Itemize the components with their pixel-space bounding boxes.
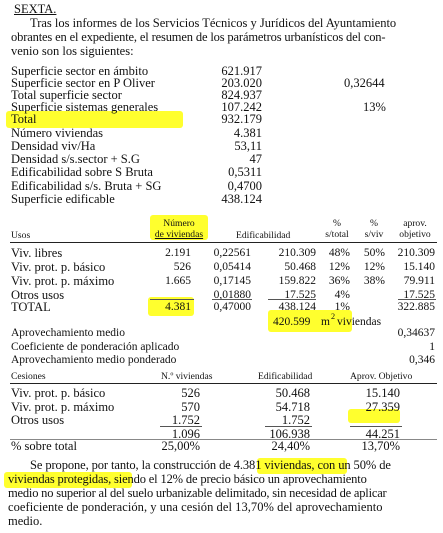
aprov-label: Aprovechamiento medio	[11, 327, 126, 339]
usos-header-rule	[10, 242, 437, 243]
cesiones-cell: Viv. prot. p. básico	[11, 386, 106, 400]
cesiones-cell: 27.359	[365, 400, 400, 414]
param-value: 203.020	[221, 76, 262, 90]
param-label: Total superficie sector	[11, 88, 122, 102]
closing-line-2	[8, 473, 367, 486]
usos-cell: 0,05414	[213, 261, 251, 273]
cesiones-header-rule	[10, 383, 437, 384]
cesiones-header-aprov: Aprov. Objetivo	[350, 371, 413, 382]
usos-cell: 322.885	[397, 301, 435, 313]
param-value: 438.124	[221, 192, 262, 206]
closing-line-5: medio.	[8, 514, 43, 528]
usos-m2-value: 420.599	[273, 316, 311, 328]
usos-sum-rule-1	[150, 299, 194, 300]
aprov-label: Coeficiente de ponderación aplicado	[11, 341, 180, 353]
usos-cell: 17.525	[403, 289, 435, 301]
closing-line-4: coeficiente de ponderación, y una cesión del 13,70% del aprovechamiento	[8, 500, 383, 514]
cesiones-cell: 25,00%	[161, 439, 200, 453]
cesiones-cell: % sobre total	[11, 439, 77, 453]
usos-cell: TOTAL	[11, 300, 51, 314]
cesiones-header-viviendas: N.º viviendas	[161, 371, 213, 382]
cesiones-cell: Otros usos	[11, 413, 65, 427]
param-label: Superficie edificable	[11, 192, 115, 206]
usos-sum-rule-4	[398, 299, 436, 300]
cesiones-cell: 1.096	[171, 427, 200, 441]
usos-header-aprov: aprov.	[403, 218, 427, 229]
intro-line-3: venio son los siguientes:	[11, 44, 134, 58]
param-label: Superficie sector en P Oliver	[11, 76, 155, 90]
cesiones-cell: 106.938	[269, 427, 310, 441]
param-value: 621.917	[221, 64, 262, 78]
param-label: Densidad s/s.sector + S.G	[11, 152, 140, 166]
param-value: 53,11	[234, 139, 262, 153]
usos-sum-rule-2	[212, 299, 252, 300]
usos-m2-suffix: viviendas	[337, 316, 382, 328]
cesiones-cell: 570	[181, 400, 200, 414]
param-label: Edificabilidad s/s. Bruta + SG	[11, 179, 162, 193]
usos-cell: 48%	[328, 247, 350, 259]
cesiones-cell: Viv. prot. p. máximo	[11, 400, 115, 414]
closing-highlight: viviendas protegidas	[8, 472, 109, 486]
param-value: 107.242	[221, 100, 262, 114]
cesiones-cell: 526	[181, 386, 200, 400]
cesiones-cell: 54.718	[275, 400, 310, 414]
cesiones-cell: 13,70%	[361, 439, 400, 453]
closing-text: , siendo el 12% de precio básico un aprovechamiento	[108, 472, 367, 486]
cesiones-cell: 24,40%	[271, 439, 310, 453]
usos-cell: 50%	[363, 247, 385, 259]
intro-line-2: obrantes en el expediente, el resumen de los parámetros urbanísticos del con-	[11, 30, 386, 44]
usos-m2-sup: 2	[331, 312, 336, 321]
cesiones-cell: 50.468	[275, 386, 310, 400]
cesiones-cell: 44.251	[365, 427, 400, 441]
param-value: 0,5311	[228, 165, 262, 179]
usos-cell: 0,01880	[213, 289, 251, 301]
aprov-value: 0,346	[409, 354, 435, 366]
param-label: Superficie sistemas generales	[11, 100, 159, 114]
usos-header-pctviv-viv: s/viv	[364, 229, 384, 240]
param-extra: 0,32644	[344, 76, 385, 90]
cesiones-cell: 1.752	[281, 413, 310, 427]
closing-highlight: 4.381 viviendas	[233, 458, 312, 472]
param-label: Total	[11, 112, 37, 126]
usos-cell: 12%	[363, 261, 385, 273]
usos-cell: 2.191	[165, 247, 191, 259]
usos-cell: 210.309	[397, 247, 435, 259]
usos-cell: Viv. prot. p. básico	[11, 260, 106, 274]
usos-cell: 526	[173, 261, 191, 273]
usos-cell: 0,22561	[213, 247, 251, 259]
param-value: 4.381	[233, 126, 262, 140]
usos-cell: 36%	[328, 275, 350, 287]
cesiones-header-edificabilidad: Edificabilidad	[258, 371, 313, 382]
param-label: Edificabilidad sobre S Bruta	[11, 165, 153, 179]
param-value: 932.179	[221, 112, 262, 126]
usos-cell: 79.911	[403, 275, 435, 287]
aprov-label: Aprovechamiento medio ponderado	[11, 354, 177, 366]
closing-line-1	[30, 459, 391, 472]
intro-line-1: Tras los informes de los Servicios Técnicos y Jurídicos del Ayuntamiento	[30, 16, 397, 30]
aprov-value: 0,34637	[397, 327, 435, 339]
cesiones-cell: 1.752	[171, 413, 200, 427]
closing-line-3: medio no superior al del suelo urbanizable delimitado, sin necesidad de aplicar	[8, 486, 387, 500]
cesiones-header-cesiones: Cesiones	[11, 371, 46, 382]
usos-cell: 0,17145	[213, 275, 251, 287]
usos-sum-rule-3	[268, 299, 316, 300]
usos-cell: 1%	[334, 301, 350, 313]
usos-header-edificabilidad: Edificabilidad	[236, 230, 291, 241]
usos-header-viviendas: de viviendas	[154, 229, 204, 240]
section-heading: SEXTA.	[14, 2, 57, 16]
usos-cell: 210.309	[278, 247, 316, 259]
usos-cell: 12%	[328, 261, 350, 273]
usos-cell: 438.124	[278, 301, 316, 313]
usos-cell: 15.140	[403, 261, 435, 273]
usos-cell: 4%	[334, 289, 350, 301]
usos-header-numero: Número	[163, 218, 195, 229]
closing-text: , con un 50% de	[311, 458, 391, 472]
usos-cell: 0,47000	[213, 301, 251, 313]
usos-header-usos: Usos	[11, 230, 31, 241]
usos-header-pctviv: %	[370, 218, 378, 229]
usos-cell: Viv. libres	[11, 246, 63, 260]
param-extra: 13%	[363, 100, 386, 114]
usos-cell: 4.381	[165, 301, 191, 313]
usos-cell: 38%	[363, 275, 385, 287]
cesiones-cell: 15.140	[365, 386, 400, 400]
param-label: Superficie sector en ámbito	[11, 64, 149, 78]
usos-m2-unit: m	[321, 316, 330, 328]
closing-text: Se propone, por tanto, la construcción de	[30, 458, 234, 472]
param-value: 824.937	[221, 88, 262, 102]
usos-cell: 17.525	[284, 289, 316, 301]
usos-cell: 50.468	[284, 261, 316, 273]
param-label: Número viviendas	[11, 126, 103, 140]
usos-header-pct: %	[333, 218, 341, 229]
aprov-value: 1	[429, 341, 435, 353]
param-value: 0,4700	[227, 179, 262, 193]
usos-cell: Otros usos	[11, 288, 65, 302]
param-label: Densidad viv/Ha	[11, 139, 96, 153]
usos-cell: 159.822	[278, 275, 316, 287]
usos-header-pct-total: s/total	[325, 229, 349, 240]
usos-cell: 1.665	[165, 275, 191, 287]
param-value: 47	[249, 152, 262, 166]
usos-cell: Viv. prot. p. máximo	[11, 274, 115, 288]
usos-header-objetivo: objetivo	[399, 229, 431, 240]
